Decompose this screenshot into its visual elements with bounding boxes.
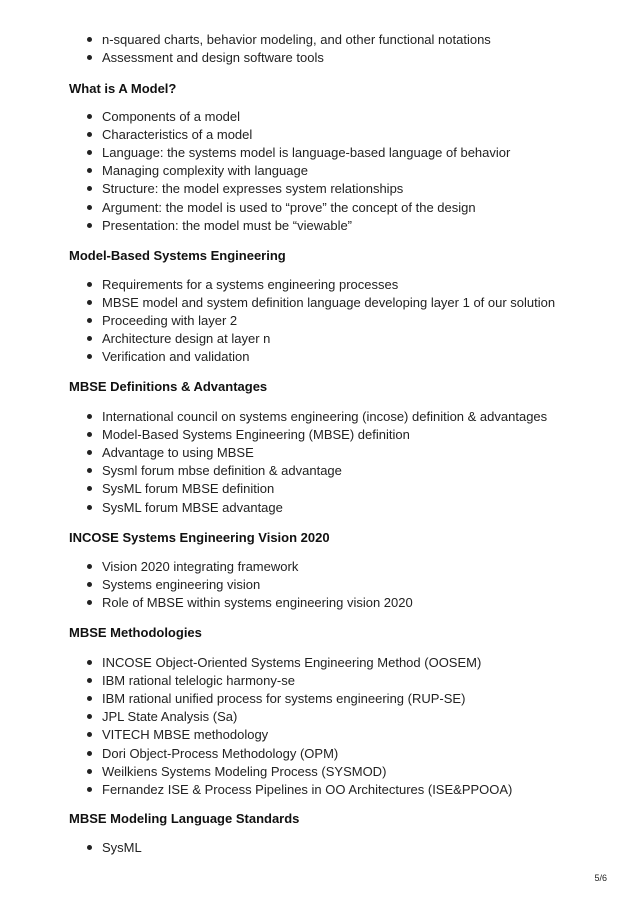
- list-item-text: SysML: [102, 840, 142, 855]
- list-item: [87, 277, 398, 293]
- list-item: [87, 764, 386, 780]
- bullet-icon: [87, 318, 92, 323]
- bullet-icon: [87, 845, 92, 850]
- list-item: [87, 295, 555, 311]
- list-item-text: JPL State Analysis (Sa): [102, 709, 238, 725]
- list-item-text: Managing complexity with language: [102, 163, 308, 179]
- list-item: [87, 691, 465, 707]
- bullet-icon: [87, 432, 92, 437]
- list-item-text: SysML forum MBSE advantage: [102, 499, 283, 515]
- list-item: [87, 445, 254, 461]
- list-item: [87, 109, 240, 125]
- bullet-icon: [87, 468, 92, 473]
- list-item-text: Fernandez ISE & Process Pipelines in OO Architectures (ISE&PPOOA): [102, 781, 513, 797]
- list-item: [87, 481, 274, 497]
- list-item: [87, 313, 237, 329]
- list-item-text: Presentation: the model must be “viewable”: [102, 217, 353, 233]
- bullet-icon: [87, 223, 92, 228]
- list-item-text: Role of MBSE within systems engineering vision 2020: [102, 595, 413, 611]
- list-item: [87, 163, 308, 179]
- bullet-icon: [87, 414, 92, 419]
- bullet-icon: [87, 751, 92, 756]
- list-item: [87, 673, 295, 689]
- list-item-text: Architecture design at layer n: [102, 331, 271, 347]
- bullet-icon: [87, 282, 92, 287]
- list-item-text: Characteristics of a model: [102, 127, 253, 143]
- list-item: [87, 577, 260, 593]
- list-item: [87, 840, 142, 856]
- bullet-icon: [87, 787, 92, 792]
- list-item-text: IBM rational telelogic harmony-se: [102, 673, 295, 689]
- section-heading: MBSE Methodologies: [69, 625, 202, 640]
- list-item-text: Systems engineering vision: [102, 577, 261, 593]
- bullet-icon: [87, 114, 92, 119]
- list-item-text: IBM rational unified process for systems engineering (RUP-SE): [102, 691, 466, 707]
- list-item-text: International council on systems engineering (incose) definition & advantages: [102, 409, 548, 424]
- list-item-text: INCOSE Object-Oriented Systems Engineering Method (OOSEM): [102, 655, 482, 670]
- section-heading: INCOSE Systems Engineering Vision 2020: [69, 530, 330, 545]
- list-item: [87, 500, 283, 516]
- list-item-text: Weilkiens Systems Modeling Process (SYSMOD): [102, 763, 387, 779]
- bullet-icon: [87, 600, 92, 605]
- list-item-text: SysML forum MBSE definition: [102, 481, 275, 497]
- list-item-text: Requirements for a systems engineering processes: [102, 277, 399, 292]
- list-item: [87, 200, 476, 216]
- list-item: [87, 427, 410, 443]
- list-item: [87, 655, 481, 671]
- page-number: 5/6: [594, 873, 607, 883]
- list-item-text: Model-Based Systems Engineering (MBSE) definition: [102, 427, 410, 443]
- bullet-icon: [87, 714, 92, 719]
- bullet-icon: [87, 300, 92, 305]
- list-item-text: VITECH MBSE methodology: [102, 727, 269, 743]
- section-heading: MBSE Definitions & Advantages: [69, 379, 268, 394]
- bullet-icon: [87, 696, 92, 701]
- section-heading: Model-Based Systems Engineering: [69, 248, 286, 263]
- list-item: [87, 595, 413, 611]
- list-item: [87, 409, 547, 425]
- bullet-icon: [87, 37, 92, 42]
- bullet-icon: [87, 132, 92, 137]
- list-item: [87, 50, 324, 66]
- list-item-text: Structure: the model expresses system relationships: [102, 181, 404, 197]
- list-item-text: Sysml forum mbse definition & advantage: [102, 463, 342, 479]
- list-item: [87, 32, 491, 48]
- list-item: [87, 127, 252, 143]
- bullet-icon: [87, 450, 92, 455]
- bullet-icon: [87, 150, 92, 155]
- bullet-icon: [87, 55, 92, 60]
- bullet-icon: [87, 168, 92, 173]
- list-item-text: n-squared charts, behavior modeling, and other functional notations: [102, 32, 491, 47]
- list-item: [87, 181, 403, 197]
- list-item: [87, 463, 342, 479]
- list-item-text: Components of a model: [102, 109, 241, 124]
- list-item: [87, 218, 352, 234]
- list-item-text: Advantage to using MBSE: [102, 445, 254, 461]
- list-item-text: Verification and validation: [102, 349, 250, 365]
- bullet-icon: [87, 505, 92, 510]
- list-item: [87, 331, 270, 347]
- list-item: [87, 709, 237, 725]
- bullet-icon: [87, 336, 92, 341]
- bullet-icon: [87, 186, 92, 191]
- list-item: [87, 727, 268, 743]
- bullet-icon: [87, 769, 92, 774]
- bullet-icon: [87, 582, 92, 587]
- list-item: [87, 782, 512, 798]
- list-item: [87, 349, 249, 365]
- bullet-icon: [87, 486, 92, 491]
- bullet-icon: [87, 354, 92, 359]
- list-item-text: Language: the systems model is language-based language of behavior: [102, 145, 511, 161]
- bullet-icon: [87, 678, 92, 683]
- list-item: [87, 746, 338, 762]
- bullet-icon: [87, 205, 92, 210]
- bullet-icon: [87, 660, 92, 665]
- list-item: [87, 145, 510, 161]
- section-heading: MBSE Modeling Language Standards: [69, 811, 300, 826]
- list-item-text: Vision 2020 integrating framework: [102, 559, 299, 574]
- list-item-text: MBSE model and system definition language developing layer 1 of our solution: [102, 295, 556, 311]
- bullet-icon: [87, 732, 92, 737]
- list-item-text: Proceeding with layer 2: [102, 313, 238, 329]
- list-item-text: Dori Object-Process Methodology (OPM): [102, 745, 339, 761]
- bullet-icon: [87, 564, 92, 569]
- list-item-text: Assessment and design software tools: [102, 50, 324, 66]
- section-heading: What is A Model?: [69, 81, 177, 96]
- list-item-text: Argument: the model is used to “prove” the concept of the design: [102, 199, 476, 215]
- list-item: [87, 559, 298, 575]
